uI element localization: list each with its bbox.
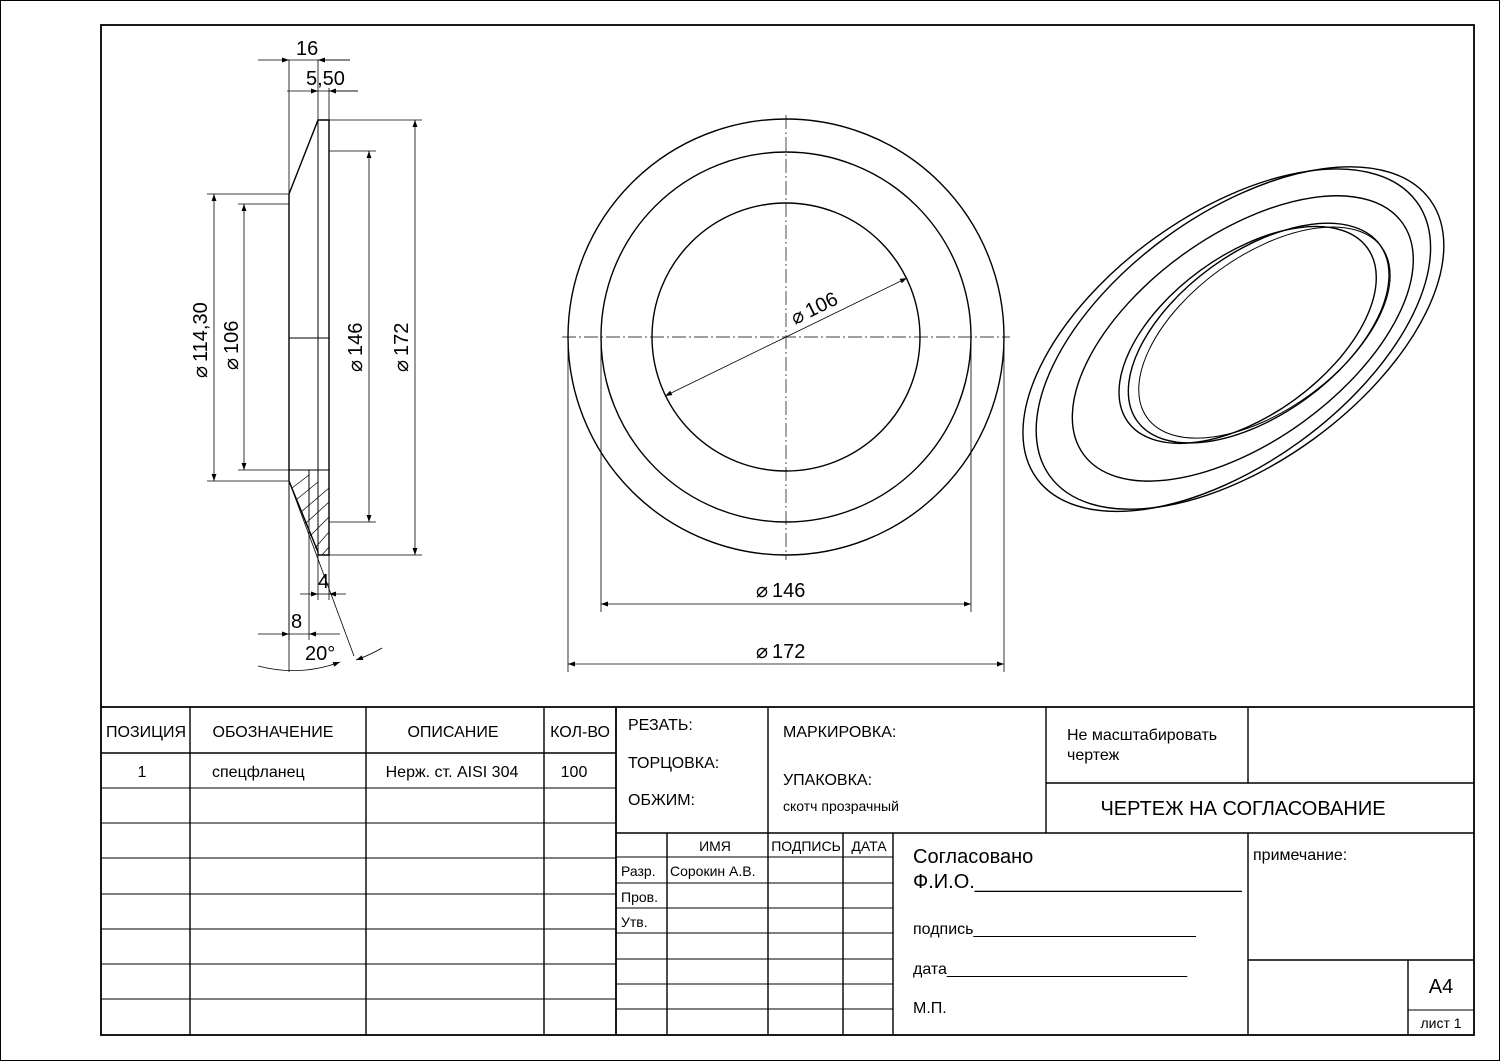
side-section-view xyxy=(190,38,422,672)
sig-role-checker: Пров. xyxy=(621,889,658,905)
sig-role-developer: Разр. xyxy=(621,863,656,879)
sig-role-approver: Утв. xyxy=(621,914,648,930)
spec-header-position: ПОЗИЦИЯ xyxy=(106,724,186,741)
sheet-number: лист 1 xyxy=(1420,1015,1462,1031)
approval-date: дата___________________________ xyxy=(913,961,1188,978)
no-scale-line1: Не масштабировать xyxy=(1067,727,1218,744)
spec-header-quantity: КОЛ-ВО xyxy=(550,724,610,741)
approval-agreed: Согласовано xyxy=(913,846,1034,868)
spec-header-designation: ОБОЗНАЧЕНИЕ xyxy=(212,724,334,741)
sheet-border xyxy=(1,1,1500,1061)
front-dim-step: ⌀ 146 xyxy=(756,580,806,602)
title-block xyxy=(101,707,1474,1035)
op-marking: МАРКИРОВКА: xyxy=(783,724,897,741)
format-size: А4 xyxy=(1428,976,1454,998)
dim-flange-thickness: 5,50 xyxy=(306,68,345,90)
sig-header-date: ДАТА xyxy=(851,838,887,854)
note-label: примечание: xyxy=(1253,847,1348,864)
spec-row-description: Нерж. ст. AISI 304 xyxy=(385,764,519,781)
dim-step-diameter: ⌀146 xyxy=(345,322,367,372)
approval-fio: Ф.И.О.________________________ xyxy=(913,871,1242,893)
front-dim-bore: ⌀106 xyxy=(787,288,842,330)
dim-bore-diameter: ⌀106 xyxy=(221,320,243,370)
sig-name-developer: Сорокин А.В. xyxy=(670,863,756,879)
dim-chamfer-angle: 20° xyxy=(305,643,336,665)
spec-table xyxy=(101,707,616,1035)
front-dim-outer: ⌀ 172 xyxy=(756,641,806,663)
spec-row-designation: спецфланец xyxy=(212,764,305,781)
notice-block xyxy=(1046,707,1474,820)
spec-row-position: 1 xyxy=(137,764,147,781)
op-packing: УПАКОВКА: xyxy=(783,772,873,789)
sig-header-name: ИМЯ xyxy=(699,838,731,854)
approval-block xyxy=(913,833,1248,1035)
spec-header-description: ОПИСАНИЕ xyxy=(407,724,499,741)
dim-chamfer-length: 8 xyxy=(291,611,303,633)
isometric-view xyxy=(963,94,1500,584)
dim-chamfer-diameter: ⌀114,30 xyxy=(190,302,212,378)
dim-width: 16 xyxy=(296,38,319,60)
dim-neck: 4 xyxy=(318,571,330,593)
signatures-block xyxy=(616,833,893,1035)
op-crimp: ОБЖИМ: xyxy=(628,792,695,809)
approval-signature: подпись_________________________ xyxy=(913,921,1196,938)
spec-row-quantity: 100 xyxy=(560,764,588,781)
op-cut: РЕЗАТЬ: xyxy=(628,717,693,734)
drawing-title: ЧЕРТЕЖ НА СОГЛАСОВАНИЕ xyxy=(1100,798,1386,820)
front-view xyxy=(562,115,1010,672)
section-hatch xyxy=(292,475,329,555)
op-packing-value: скотч прозрачный xyxy=(783,798,899,814)
op-facing: ТОРЦОВКА: xyxy=(628,755,720,772)
note-block xyxy=(1248,847,1474,1035)
no-scale-line2: чертеж xyxy=(1067,747,1120,764)
dim-outer-diameter: ⌀172 xyxy=(391,322,413,372)
approval-stamp: М.П. xyxy=(913,1000,947,1017)
sig-header-signature: ПОДПИСЬ xyxy=(771,838,841,854)
